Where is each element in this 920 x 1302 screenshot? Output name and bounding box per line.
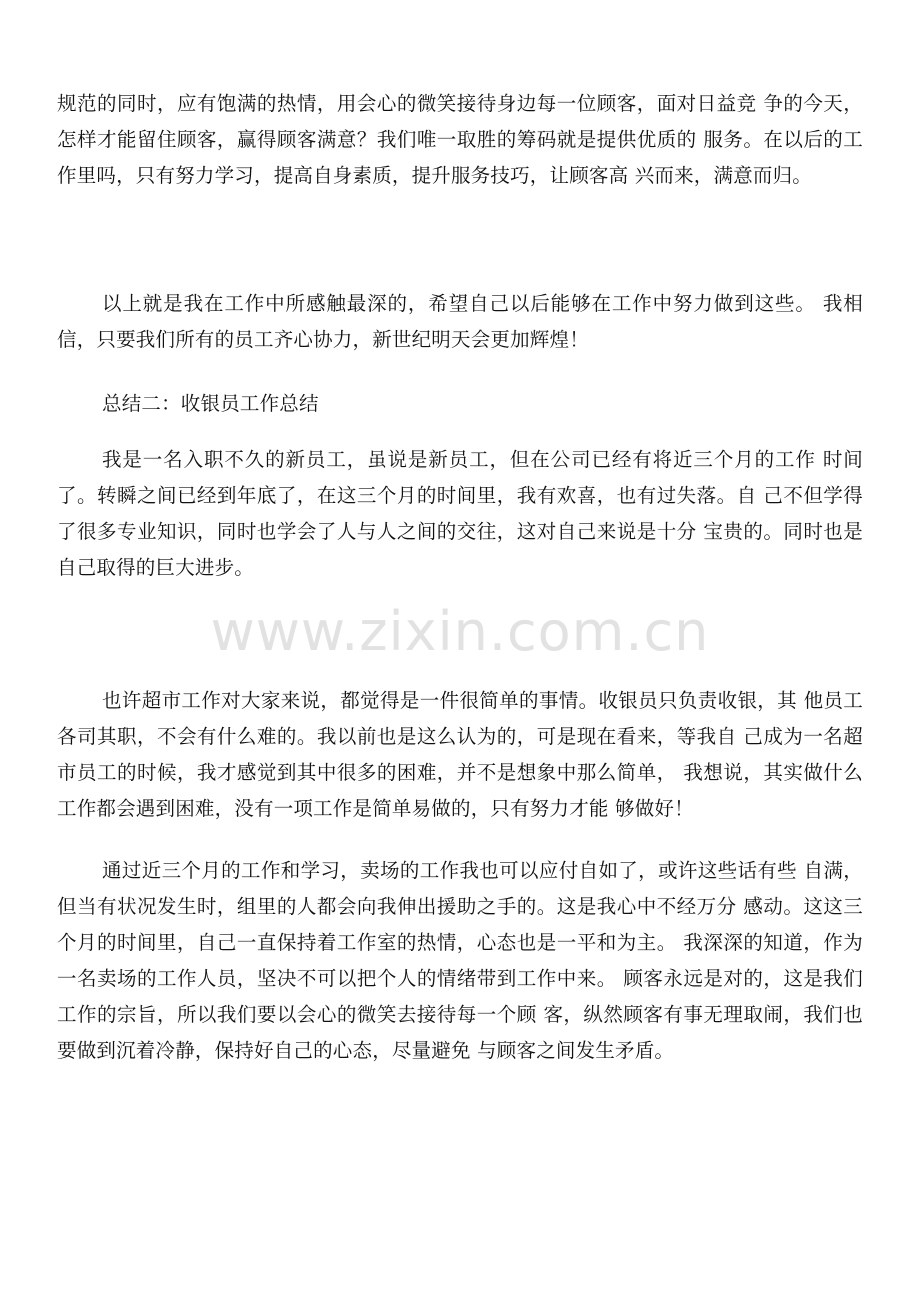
watermark: www.zixin.com.cn: [210, 600, 710, 663]
paragraph-service-attitude: 规范的同时，应有饱满的热情，用会心的微笑接待身边每一位顾客，面对日益竞 争的今天，怎样才能留住顾客，赢得顾客满意？我们唯一取胜的筹码就是提供优质的 服务。在以后的工作里吗，只有努力学习，提高自身素质，提升服务技巧，让顾客高 兴而来，满意而归。: [57, 92, 863, 187]
paragraph-conclusion: 以上就是我在工作中所感触最深的，希望自己以后能够在工作中努力做到这些。 我相信，只要我们所有的员工齐心协力，新世纪明天会更加辉煌！: [57, 292, 863, 351]
section-heading: 总结二：收银员工作总结: [102, 392, 319, 415]
paragraph-new-employee: 我是一名入职不久的新员工，虽说是新员工，但在公司已经有将近三个月的工作 时间了。转瞬之间已经到年底了，在这三个月的时间里，我有欢喜，也有过失落。自 己不但学得了很多专业知识，同时也学会了人与人之间的交往，这对自己来说是十分 宝贵的。同时也是自己取得的巨大进步。: [57, 448, 863, 579]
paragraph-three-months: 通过近三个月的工作和学习，卖场的工作我也可以应付自如了，或许这些话有些 自满，但当有状况发生时，组里的人都会向我伸出援助之手的。这是我心中不经万分 感动。这这三个月的时间里，自己一直保持着工作室的热情，心态也是一平和为主。 我深深的知道，作为一名卖场的工作人员，坚决不可以把个人的情绪带到工作中来。 顾客永远是对的，这是我们工作的宗旨，所以我们要以会心的微笑去接待每一个顾 客，纵然顾客有事无理取闹，我们也要做到沉着冷静，保持好自己的心态，尽量避免 与顾客之间发生矛盾。: [57, 859, 863, 1062]
paragraph-supermarket-work: 也许超市工作对大家来说，都觉得是一件很简单的事情。收银员只负责收银，其 他员工各司其职，不会有什么难的。我以前也是这么认为的，可是现在看来，等我自 己成为一名超市员工的时候，我才感觉到其中很多的困难，并不是想象中那么简单， 我想说，其实做什么工作都会遇到困难，没有一项工作是简单易做的，只有努力才能 够做好！: [57, 689, 863, 820]
